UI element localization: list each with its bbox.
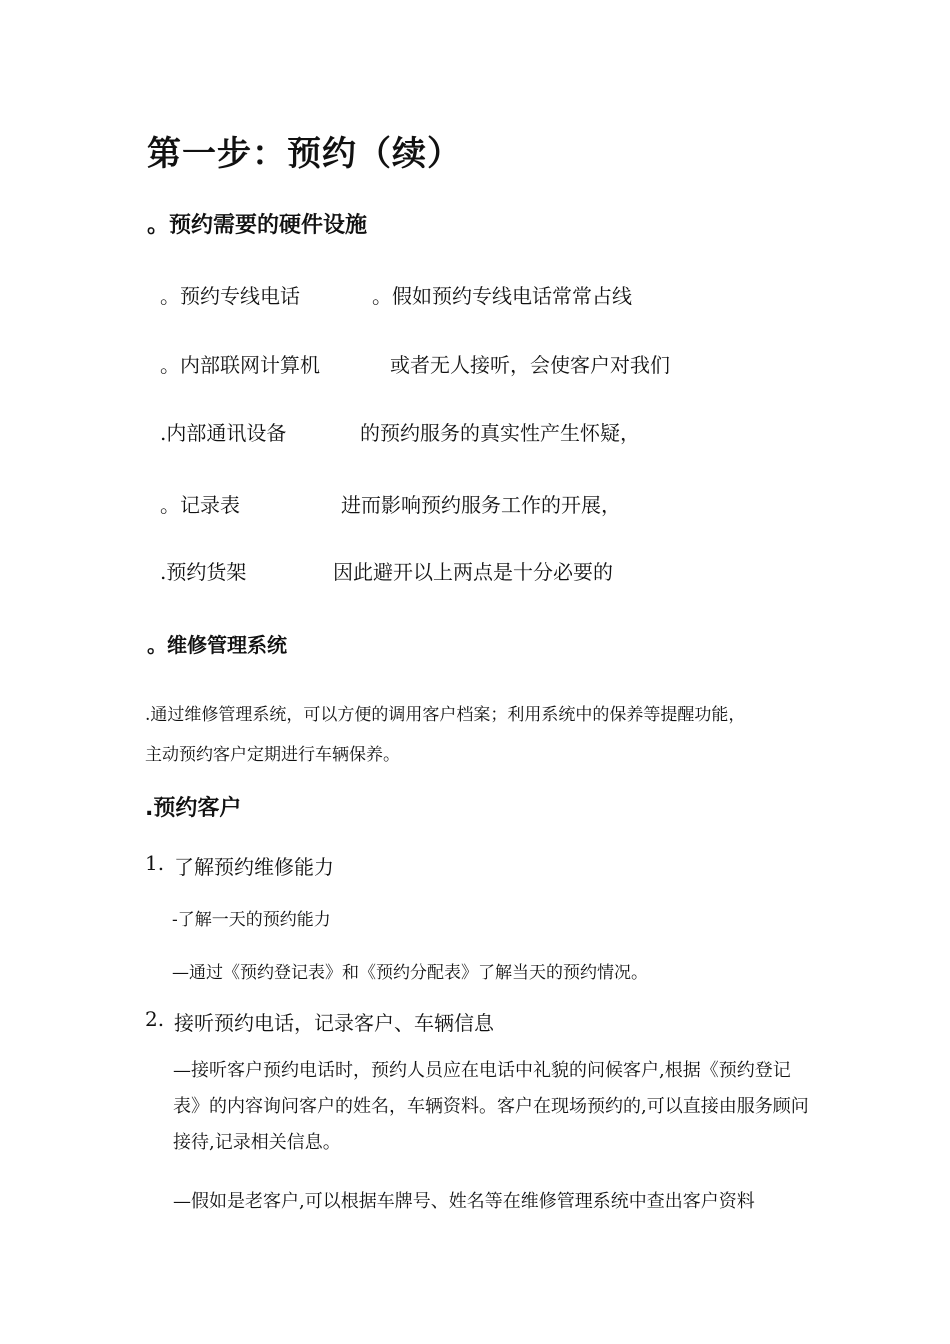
item-2-paragraph-2: —假如是老客户,可以根据车牌号、姓名等在维修管理系统中查出客户资料 (173, 1191, 755, 1212)
customers-heading: .预约客户 (145, 796, 242, 821)
hardware-row-5-left: .预约货架 (160, 560, 247, 584)
page-title: 第一步：预约（续） (147, 134, 462, 174)
hardware-row-5-right: 因此避开以上两点是十分必要的 (333, 560, 613, 584)
hardware-row-1-right: 。假如预约专线电话常常占线 (372, 284, 632, 308)
hardware-row-4-right: 进而影响预约服务工作的开展， (341, 493, 621, 517)
hardware-row-3-left: .内部通讯设备 (160, 421, 287, 445)
hardware-heading: 。预约需要的硬件设施 (147, 213, 368, 238)
item-1-title: 了解预约维修能力 (174, 855, 334, 879)
system-heading: 。维修管理系统 (147, 633, 287, 657)
item-1-sub-2: —通过《预约登记表》和《预约分配表》了解当天的预约情况。 (172, 963, 648, 983)
hardware-row-3-right: 的预约服务的真实性产生怀疑， (360, 421, 640, 445)
item-2-title: 接听预约电话，记录客户、车辆信息 (174, 1011, 494, 1035)
item-2-number: 2. (145, 1007, 165, 1031)
hardware-row-2-right: 或者无人接听，会使客户对我们 (390, 353, 670, 377)
system-line-2: 主动预约客户定期进行车辆保养。 (145, 745, 400, 765)
hardware-row-2-left: 。内部联网计算机 (160, 353, 320, 377)
hardware-row-4-left: 。记录表 (160, 493, 240, 517)
system-line-1: .通过维修管理系统，可以方便的调用客户档案；利用系统中的保养等提醒功能， (145, 705, 746, 725)
item-1-number: 1. (145, 851, 165, 875)
hardware-row-1-left: 。预约专线电话 (160, 284, 300, 308)
item-2-paragraph-1: —接听客户预约电话时，预约人员应在电话中礼貌的问候客户,根据《预约登记表》的内容询问客户的姓名，车辆资料。客户在现场预约的,可以直接由服务顾问接待,记录相关信息。 (173, 1060, 809, 1153)
item-1-sub-1: -了解一天的预约能力 (172, 910, 331, 930)
